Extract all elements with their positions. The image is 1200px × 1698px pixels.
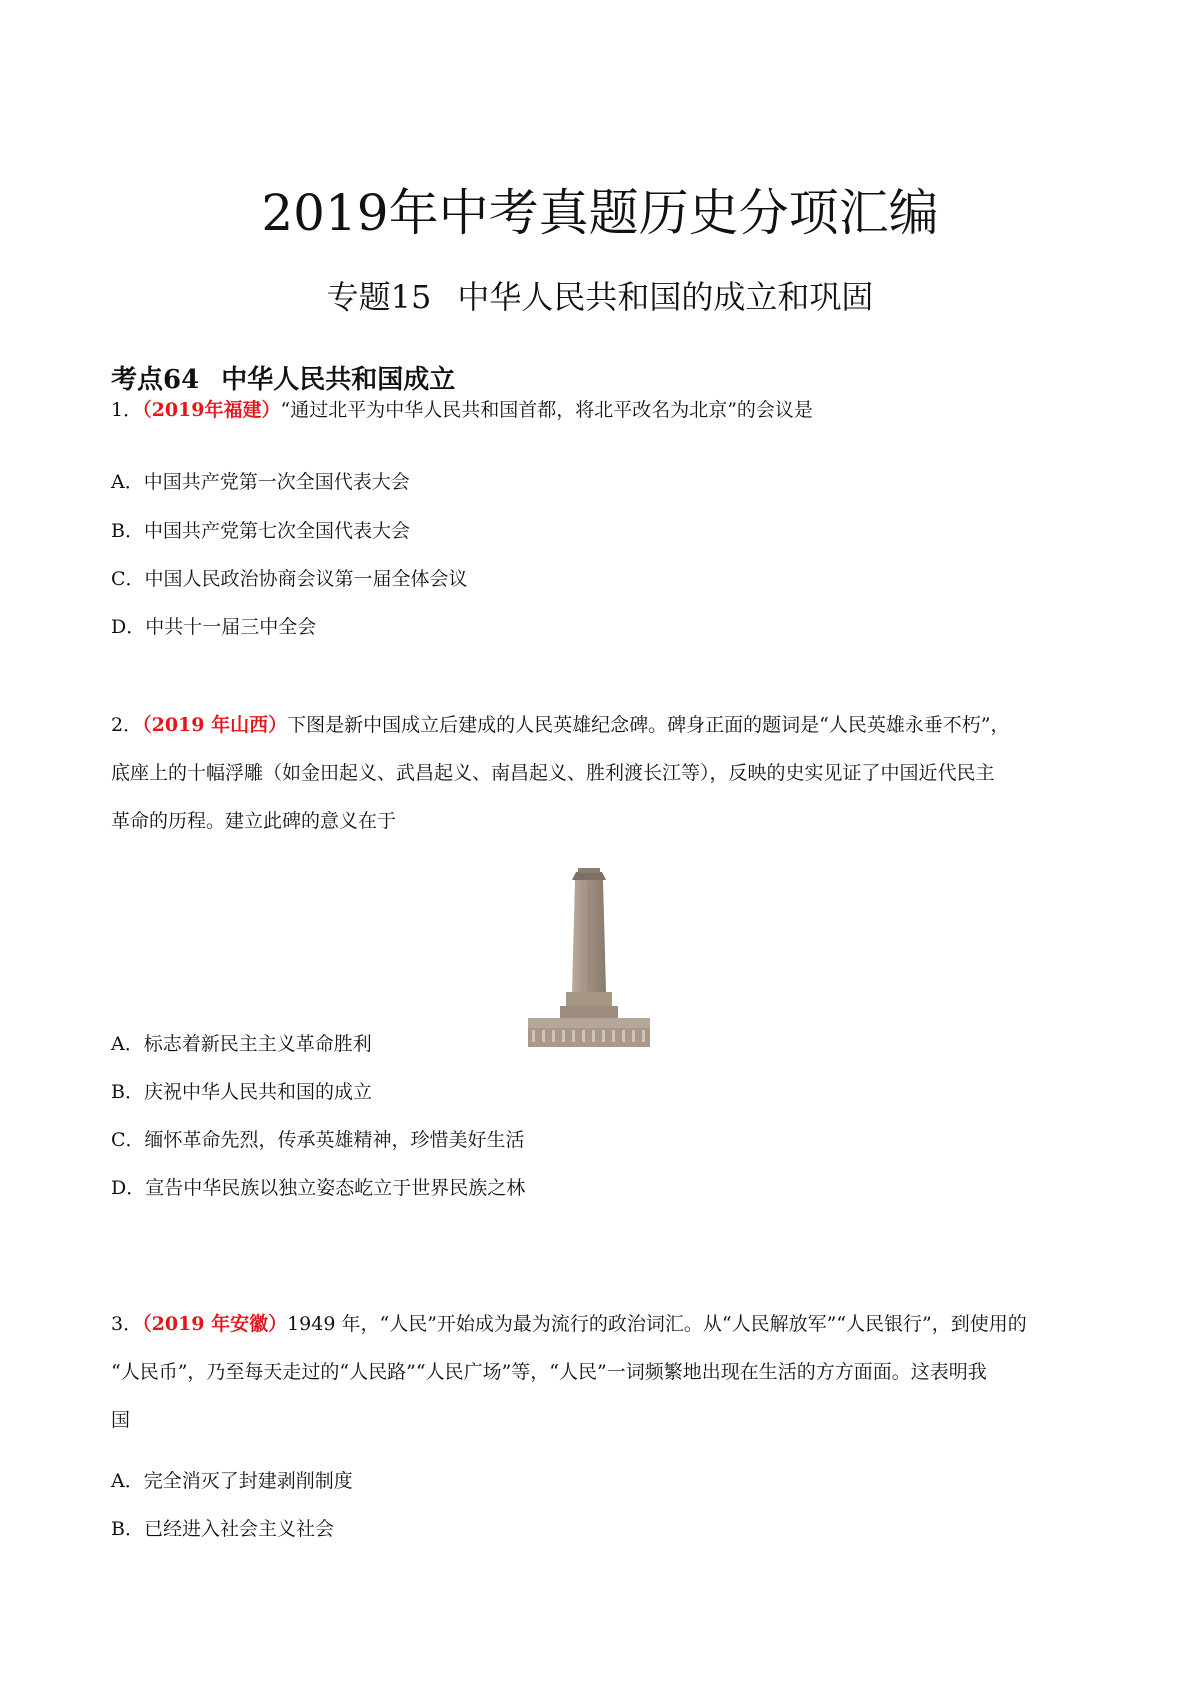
- question-stem-line: [111, 701, 1101, 749]
- option-a: A．完全消灭了封建剥削制度: [111, 1470, 353, 1492]
- option-b: B．已经进入社会主义社会: [111, 1518, 334, 1540]
- question-source: （2019年福建）: [142, 399, 281, 421]
- question-stem-line: 底座上的十幅浮雕（如金田起义、武昌起义、南昌起义、胜利渡长江等），反映的史实见证了中国近代民主: [111, 762, 995, 784]
- question-text: 1949 年，“人民”开始成为最为流行的政治词汇。从“人民解放军”“人民银行”，到使用的: [287, 1313, 1027, 1335]
- question-1: [111, 386, 1101, 434]
- point-number: 考点64: [111, 365, 200, 395]
- question-text: “通过北平为中华人民共和国首都，将北平改名为北京”的会议是: [280, 399, 813, 421]
- question-stem-line: “人民币”，乃至每天走过的“人民路”“人民广场”等，“人民”一词频繁地出现在生活的方方面面。这表明我: [111, 1361, 987, 1383]
- question-number: 3．: [111, 1313, 143, 1335]
- question-number: 2．: [111, 714, 143, 736]
- question-2: [111, 701, 1101, 845]
- question-text: 下图是新中国成立后建成的人民英雄纪念碑。碑身正面的题词是“人民英雄永垂不朽”，: [287, 714, 1010, 736]
- option-a: A．标志着新民主主义革命胜利: [111, 1033, 372, 1055]
- topic-number: 专题15: [326, 278, 432, 316]
- question-stem-line: 革命的历程。建立此碑的意义在于: [111, 810, 397, 832]
- topic-name: 中华人民共和国的成立和巩固: [457, 278, 874, 316]
- point-name: 中华人民共和国成立: [221, 365, 456, 395]
- topic-heading: [0, 275, 1200, 319]
- option-c: C．中国人民政治协商会议第一届全体会议: [111, 568, 468, 590]
- option-c: C．缅怀革命先烈，传承英雄精神，珍惜美好生活: [111, 1129, 525, 1151]
- question-stem-line: [111, 1300, 1101, 1348]
- question-source: （2019 年山西）: [142, 714, 288, 736]
- option-a: A．中国共产党第一次全国代表大会: [111, 471, 410, 493]
- question-number: 1．: [111, 399, 143, 421]
- document-title: 2019年中考真题历史分项汇编: [261, 184, 939, 242]
- option-d: D．宣告中华民族以独立姿态屹立于世界民族之林: [111, 1177, 526, 1199]
- question-stem-line: 国: [111, 1409, 131, 1431]
- monument-photo: [528, 864, 650, 1047]
- option-d: D．中共十一届三中全会: [111, 616, 317, 638]
- question-source: （2019 年安徽）: [142, 1313, 288, 1335]
- option-b: B．中国共产党第七次全国代表大会: [111, 520, 410, 542]
- question-3: [111, 1300, 1101, 1444]
- question-stem: [111, 386, 1101, 434]
- option-b: B．庆祝中华人民共和国的成立: [111, 1081, 372, 1103]
